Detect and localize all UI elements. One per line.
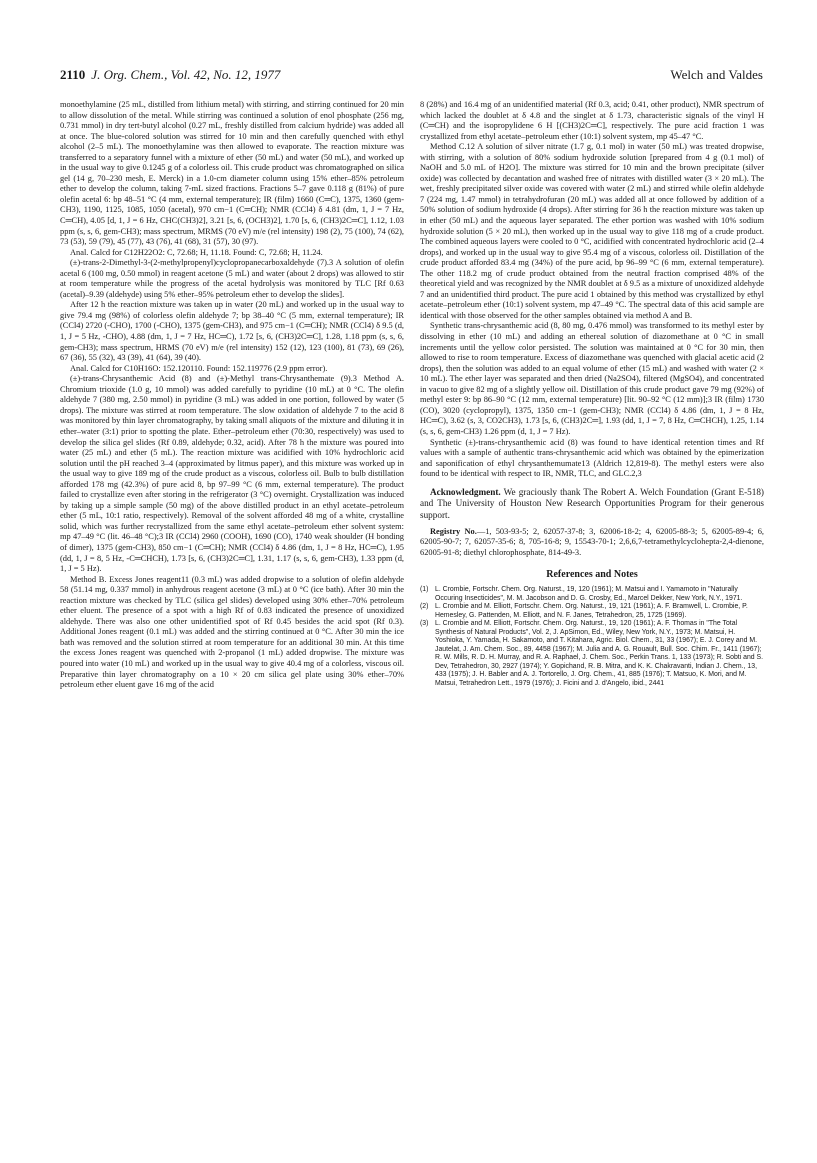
registry-text: —1, 503-93-5; 2, 62057-37-8; 3, 62006-18-2; 4, 62005-88-3; 5, 62005-89-4; 6, 62005-90-7; 7, 62057-35-6; 8, 705-16-8; 9, 15543-70-1; 2,6,6,7-tetramethylcyclohepta-2,4-dienone, 62005-91-8; diethyl chlorophosphate, 814-49-3. — [420, 526, 764, 557]
paragraph: (±)-trans-Chrysanthemic Acid (8) and (±)-Methyl trans-Chrysanthemate (9).3 Method A. Chromium trioxide (1.0 g, 10 mmol) was added carefully to pyridine (10 mL) at 0 °C. The olefin aldehyde 7 (380 mg, 2.50 mmol) in pyridine (3 mL) was added in one portion, followed by water (5 drops). The mixture was stirred at room temperature. The slow oxidation of aldehyde 7 to the acid 8 was monitored by thin layer chromatography, by taking small aliquots of the mixture and diluting it in ether–water (3:1) prior to spotting the plate. Ether–petroleum ether (70:30, respectively) was used to develop the silica gel slides (Rf 0.89, aldehyde; 0.32, acid). After 78 h the mixture was poured into water (25 mL) and ether (5 mL). The reaction mixture was acidified with 10% hydrochloric acid solution until the pH reached 3–4 (approximated by litmus paper), and this mixture was worked up in the usual way to give 189 mg of the crude product as a viscous, colorless oil. Bulb to bulb distillation afforded 178 mg (42.3%) of pure acid 8, bp 97–99 °C (6 mm, external temperature). The product failed to crystallize even after storing in the refrigerator (3 °C) overnight. Crystallization was induced by taking up a simple sample (50 mg) of the above distilled product in an ethyl acetate–petroleum ether (5 mL, 10:1 ratio, respectively). Removal of the solvent afforded 48 mg of a white, crystalline solid, which was further recrystallized from the same ethyl acetate–petroleum ether solvent system: mp 47–49 °C (lit. 46–48 °C);3 IR (CCl4) 2960 (COOH), 1690 (CO), 1740 weak shoulder (H bonding of dimer), 1375 (gem-CH3), 850 cm−1 (C═CH); NMR (CCl4) δ 4.86 (dm, 1, J = 8 Hz, HC═C), 1.95 (dd, 1, J = 8, 5 Hz, -C═CHCH), 1.73 [s, 6, (CH3)2C═C], 1.31, 1.17 (s, s, 6, gem-CH3), 1.33 ppm (d, 1, J = 5 Hz). — [60, 374, 404, 574]
reference-text: L. Crombie, Fortschr. Chem. Org. Naturst., 19, 120 (1961); M. Matsui and I. Yamamoto in "Naturally Occuring Insecticides", M. M. Jacobson and D. G. Crosby, Ed., Marcel Dekker, New York, N.Y., 1971. — [435, 586, 743, 602]
paragraph: monoethylamine (25 mL, distilled from lithium metal) with stirring, and stirring continued for 20 min to allow dissolution of the metal. While stirring was continued a solution of enol phosphate (256 mg, 0.731 mmol) in dry tert-butyl alcohol (0.27 mL, freshly distilled from calcium hydride) was added all at once. The blue-colored solution was stirred for 10 min and then carefully quenched with ethyl alcohol (2–5 mL). The monoethylamine was then allowed to evaporate. The reaction mixture was transferred to a separatory funnel with a mixture of ether (50 mL) and water (50 mL), and worked up in the usual way to give 0.1245 g of a colorless oil. This crude product was chromatographed on silica gel (14 g, 70–230 mesh, E. Merck) in a 1.0-cm diameter column using 15% ether–85% petroleum ether to develop the column, taking 7-mL sized fractions. Fractions 5–7 gave 0.118 g (81%) of pure olefin acetal 6: bp 48–51 °C (4 mm, external temperature); IR (film) 1660 (C═C), 1375, 1360 (gem-CH3), 1190, 1125, 1085, 1050 (acetal), 970 cm−1 (C═CH); NMR (CCl4) δ 4.81 (dm, 1, J = 7 Hz, C═CH), 4.05 [d, 1, J = 6 Hz, CHC(CH3)2], 3.21 [s, 6, (OCH3)2], 1.70 [s, 6, (CH3)2C═C], 1.12, 1.03 ppm (s, s, 6, gem-CH3); mass spectrum, MRMS (70 eV) m/e (rel intensity) 198 (2), 75 (100), 74 (62), 73 (53), 59 (79), 45 (77), 43 (76), 41 (68), 31 (57), 30 (97). — [60, 100, 404, 247]
reference-item — [420, 620, 764, 688]
paragraph: (±)-trans-2-Dimethyl-3-(2-methylpropenyl)cyclopropanecarboxaldehyde (7).3 A solution of olefin acetal 6 (100 mg, 0.50 mmol) in reagent acetone (5 mL) and water (about 2 drops) was allowed to stir at room temperature while the progress of the acetal hydrolysis was monitored by TLC [Rf 0.63 (acetal)–9.39 (aldehyde) using 5% ether–95% petroleum ether to develop the slides]. — [60, 258, 404, 299]
paragraph: After 12 h the reaction mixture was taken up in water (20 mL) and worked up in the usual way to give 79.4 mg (98%) of colorless olefin aldehyde 7; bp 38–40 °C (5 mm, external temperature); IR (CCl4) 2720 (-CHO), 1700 (-CHO), 1375 (gem-CH3), and 975 cm−1 (C═CH); NMR (CCl4) δ 9.5 (d, 1, J = 5 Hz, -CHO), 4.88 (dm, 1, J = 7 Hz, HC═C), 1.72 [s, 6, (CH3)2C═C], 1.28, 1.18 ppm (s, s, 6, gem-CH3); mass spectrum, HRMS (70 eV) m/e (rel intensity) 152 (12), 123 (100), 81 (73), 69 (26), 67 (36), 55 (32), 43 (39), 41 (64), 39 (40). — [60, 300, 404, 363]
paragraph: Method C.12 A solution of silver nitrate (1.7 g, 0.1 mol) in water (50 mL) was treated dropwise, with stirring, with a solution of 80% sodium hydroxide solution [prepared from 4 g (0.1 mol) of NaOH and 5.0 mL of H2O]. The mixture was stirred for 10 min and the brown precipitate (silver oxide) was collected by decantation and washed free of nitrates with distilled water (3 × 20 mL). The wet, freshly precipitated silver oxide was covered with water (2 mL) and stirred while olefin aldehyde 7 (224 mg, 1.47 mmol) in tetrahydrofuran (20 mL) was added all at once followed by addition of a 50% solution of sodium hydroxide (4 drops). After stirring for 36 h the reaction mixture was taken up in ether (50 mL) and the aqueous layer separated. The ether portion was washed with 10% sodium hydroxide solution (5 × 20 mL), then worked up in the usual way to give 118 mg of a crude product. The combined aqueous layers were cooled to 0 °C, acidified with concentrated hydrochloric acid (2–4 drops), and worked up in the usual way to give 95.4 mg of a viscous, colorless oil. Distillation of the crude product afforded 83.4 mg (34%) of the pure acid, bp 96–99 °C (6 mm, external temperature). The other 118.2 mg of crude product obtained from the neutral fraction comprised 48% of the theoretical yield and was recognized by the NMR doublet at δ 9.5 as a mixture of unoxidized aldehyde 7 and an unidentified third product. The pure acid 1 obtained by this method was crystallized by ethyl acetate–petroleum ether (10:1) solvent system, mp 47–49 °C. The spectral data of this acid sample are identical with those observed for the other samples obtained via method A and B. — [420, 142, 764, 320]
acknowledgment — [420, 487, 764, 521]
left-column — [60, 100, 404, 691]
registry-heading: Registry No. — [430, 526, 477, 536]
references-list — [420, 586, 764, 688]
references-title: References and Notes — [546, 568, 638, 580]
header-left — [60, 67, 280, 83]
paragraph: Synthetic (±)-trans-chrysanthemic acid (8) was found to have identical retention times and Rf values with a sample of authentic trans-chrysanthemic acid which was obtained by the epimerization and saponification of ethyl chrysanthemumate13 (Aldrich 12,819-8). The methyl esters were also found to be identical with respect to IR, NMR, TLC, and GLC.2,3 — [420, 437, 764, 479]
paragraph: 8 (28%) and 16.4 mg of an unidentified material (Rf 0.3, acid; 0.41, other product), NMR spectrum of which lacked the doublet at δ 4.8 and the singlet at δ 1.73, characteristic signals of the vinyl H (C═CH) and the isopropylidene 6 H [(CH3)2C═C], respectively. The pure acid fraction 1 was crystallized from ethyl acetate–petroleum ether (10:1) solvent system, mp 45–47 °C. — [420, 100, 764, 141]
reference-text: L. Crombie and M. Elliott, Fortschr. Chem. Org. Naturst., 19, 120 (1961); A. F. Thomas in "The Total Synthesis of Natural Products", Vol. 2, J. ApSimon, Ed., Wiley, New York, N.Y., 1973; M. Matsui, H. Yoshioka, Y. Yamada, H. Sakamoto, and T. Kitahara, Agric. Biol. Chem., 31, 33 (1967); E. J. Corey and M. Jautelat, J. Am. Chem. Soc., 89, 4458 (1967); M. Julia and A. G. Rouault, Bull. Soc. Chim. Fr., 1411 (1967); R. W. Mills, R. D. H. Murray, and R. A. Raphael, J. Chem. Soc., Perkin Trans. 1, 133 (1973); R. Sobti and S. Dev, Tetrahedron, 30, 2927 (1974); Y. Gopichand, R. B. Mitra, and K. K. Chakravanti, Indian J. Chem., 13, 433 (1975); J. H. Babler and A. J. Tortorello, J. Org. Chem., 41, 885 (1976); T. Matsuo, K. Mori, and M. Matsui, Tetrahedron Lett., 1979 (1976); J. Ficini and J. d'Angelo, ibid., 2441 — [435, 620, 764, 687]
reference-item — [420, 586, 764, 603]
running-header — [60, 67, 763, 85]
paragraph: Anal. Calcd for C10H16O: 152.120110. Found: 152.119776 (2.9 ppm error). — [70, 363, 328, 373]
registry-numbers — [420, 527, 764, 559]
paragraph: Anal. Calcd for C12H22O2: C, 72.68; H, 11.18. Found: C, 72.68; H, 11.24. — [70, 247, 323, 257]
reference-number: (1) — [420, 586, 429, 594]
paragraph: Method B. Excess Jones reagent11 (0.3 mL) was added dropwise to a solution of olefin aldehyde 58 (51.14 mg, 0.337 mmol) in anhydrous reagent acetone (3 mL) at 0 °C (ice bath). After 30 min the reaction mixture was checked by TLC (silica gel slides) developed using 30% ether–70% petroleum ether eluent. The presence of a spot with a high Rf of 0.83 indicated the presence of unoxidized aldehyde. There was also one other unidentified spot of Rf 0.45 besides the acid spot (Rf 0.3). Additional Jones reagent (0.1 mL) was added and the stirring continued at 0 °C. After 30 min the ice bath was removed and the solution stirred at room temperature for an additional 30 min. At this time the excess Jones reagent was quenched with 2-propanol (1 mL) added dropwise. The mixture was poured into water (10 mL) and worked up in the usual way to give 40.4 mg of a colorless, viscous oil. Preparative thin layer chromatography on a 10 × 20 cm silica gel plate using 30% ether–70% petroleum ether eluent gave 16 mg of the acid — [60, 574, 404, 690]
reference-text: L. Crombie and M. Elliott, Fortschr. Chem. Org. Naturst., 19, 121 (1961); A. F. Bramwell, L. Crombie, P. Hemesley, G. Pattenden, M. Elliott, and N. F. Janes, Tetrahedron, 25, 1725 (1969). — [435, 603, 748, 619]
paragraph: Synthetic trans-chrysanthemic acid (8, 80 mg, 0.476 mmol) was transformed to its methyl ester by dissolving in ether (10 mL) and adding an ethereal solution of diazomethane at 0 °C in small increments until the yellow color persisted. The solution was maintained at 0 °C for 30 min, then allowed to rise to room temperature. Excess of diazomethane was quenched with glacial acetic acid (2 drops), then the solution was added to an equal volume of ether (15 mL) and washed with water (2 × 10 mL). The ether layer was separated and then dried (Na2SO4), filtered (MgSO4), and concentrated in vacuo to give 82 mg of a slightly yellow oil. Distillation of this crude product gave 79 mg (92%) of methyl ester 9: bp 86–90 °C (12 mm, external temperature) [lit. 90–92 °C (12 mm)];3 IR (film) 1730 (CO), 3020 (cyclopropyl), 1375, 1350 cm−1 (gem-CH3); NMR (CCl4) δ 4.86 (dm, 1, J = 8 Hz, HC═C), 3.62 (s, 3, CO2CH3), 1.73 [s, 6, (CH3)2C═], 1.93 (dd, 1, J = 7, 8 Hz, C═CHCH), 1.25, 1.14 (s, s, 6, gem-CH3) 1.26 ppm (d, 1, J = 7 Hz). — [420, 321, 764, 436]
journal-citation: J. Org. Chem., Vol. 42, No. 12, 1977 — [91, 67, 281, 82]
reference-number: (2) — [420, 603, 429, 611]
header-authors: Welch and Valdes — [670, 67, 763, 82]
acknowledgment-text: We graciously thank The Robert A. Welch Foundation (Grant E-518) and The University of Houston New Research Opportunities Program for their generous support. — [420, 486, 764, 520]
reference-item — [420, 603, 764, 620]
acknowledgment-heading: Acknowledgment. — [430, 486, 501, 497]
reference-number: (3) — [420, 620, 429, 628]
page-number: 2110 — [60, 67, 86, 82]
right-column — [420, 100, 764, 688]
